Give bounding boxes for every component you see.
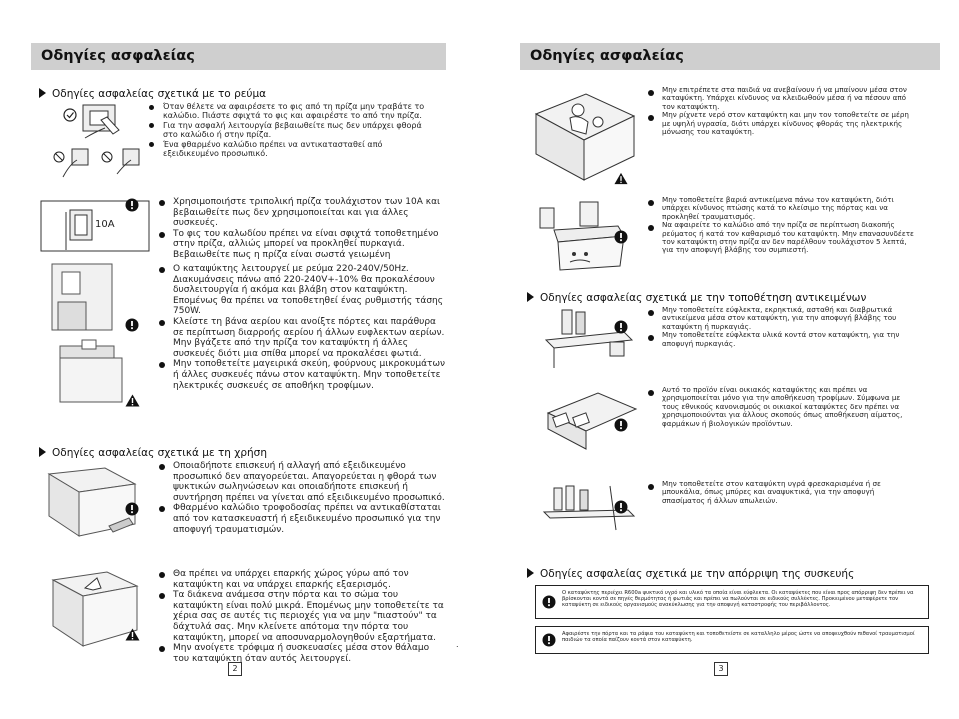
flammables-illustration xyxy=(540,306,640,372)
place-items xyxy=(646,306,916,348)
list-item: Μην ρίχνετε νερό στον καταψύκτη και μην τον τοποθετείτε σε μέρη με υψηλή υγρασία, διότι υπάρχει κίνδυνος φθοράς της ηλεκτρικής μόνωσης του καταψύκτη. xyxy=(646,111,916,136)
list-item: Για την ασφαλή λειτουργία βεβαιωθείτε πως δεν υπάρχει φθορά στο καλώδιο ή στην πρίζα. xyxy=(147,121,437,140)
list-item: Θα πρέπει να υπάρχει επαρκής χώρος γύρω από τον καταψύκτη και να υπάρχει επαρκής εξαερισμός. xyxy=(157,569,447,590)
disposal-warning-box xyxy=(535,585,929,619)
disposal-notice-box xyxy=(535,626,929,654)
list-item: Χρησιμοποιήστε τριπολική πρίζα τουλάχιστον των 10A και βεβαιωθείτε πως δεν χρησιμοποιείται και για άλλες συσκευές. xyxy=(157,197,447,229)
warning-icon xyxy=(614,500,628,514)
list-item: Ο καταψύκτης λειτουργεί με ρεύμα 220-240V/50Hz. Διακυμάνσεις πάνω από 220-240V+-10% θα προκαλέσουν δυσλειτουργία ή ακόμα και βλάβη στον καταψύκτη. Επομένως θα πρέπει να τοποθετηθεί ένας ρυθμιστής τάσης 750W. xyxy=(157,264,447,317)
list-item: Μην τοποθετείτε βαριά αντικείμενα πάνω τον καταψύκτη, διότι υπάρχει κίνδυνος πτώσης κατά το κλείσιμο της πόρτας και να προκληθεί τραυματισμός. xyxy=(646,196,916,221)
list-item: Μην επιτρέπετε στα παιδιά να ανεβαίνουν ή να μπαίνουν μέσα στον καταψύκτη. Υπάρχει κίνδυνος να κλειδωθούν μέσα ή να πέσουν από τον καταψύκτη. xyxy=(646,86,916,111)
stray-dot: . xyxy=(456,640,459,649)
heavy-items xyxy=(646,196,916,255)
list-item: Φθαρμένο καλώδιο τροφοδοσίας πρέπει να αντικαθίσταται από τον κατασκευαστή ή εξειδικευμένο προσωπικό για την αποφυγή τραυματισμών. xyxy=(157,503,447,535)
medical-items xyxy=(646,386,916,428)
left-page-title: Οδηγίες ασφαλείας xyxy=(41,48,195,64)
warning-icon xyxy=(614,418,628,432)
disposal-warning-text: Ο καταψύκτης περιέχει R600a ψυκτικό υγρό και υλικό τα οποία είναι εύφλεκτα. Οι καταψύκτες που είναι προς απόρριψη δεν πρέπει να βρίσκονται κοντά σε πηγές θερμότητας ή φωτιάς και πρέπει να πωλούνται σε ειδικούς συλλέκτες. Προκειμένου μεταφέρετε τον καταψύκτη σε ειδικούς οργανισμούς ανακύκλωσης για την αποφυγή καταστροφής του περιβάλλοντος. xyxy=(562,590,914,609)
page-number: 2 xyxy=(228,662,242,676)
section-power-label: Οδηγίες ασφαλείας σχετικά με το ρεύμα xyxy=(52,88,267,100)
list-item: Οποιαδήποτε επισκευή ή αλλαγή από εξειδικευμένο προσωπικό δεν απαγορεύεται. Απαγορεύεται η φθορά των ψυκτικών σωληνώσεων και οποιαδήποτε επισκευή ή συντήρηση πρέπει να γίνεται από εξειδικευμένο προσωπικό. xyxy=(157,461,447,503)
bottles-items xyxy=(646,480,916,505)
section-disposal-label: Οδηγίες ασφαλείας σχετικά με την απόρριψη της συσκευής xyxy=(540,568,855,580)
section-place-label: Οδηγίες ασφαλείας σχετικά με την τοποθέτηση αντικειμένων xyxy=(540,292,867,304)
list-item: Το φις του καλωδίου πρέπει να είναι σφιχτά τοποθετημένο στην πρίζα, αλλιώς μπορεί να προκληθεί πυρκαγιά. Βεβαιωθείτε πως η πρίζα είναι σωστά γειωμένη xyxy=(157,229,447,261)
triangle-bullet-icon xyxy=(527,568,534,578)
list-item: Αυτό το προϊόν είναι οικιακός καταψύκτης και πρέπει να χρησιμοποιείται μόνο για την αποθήκευση τροφίμων. Σύμφωνα με τους εθνικούς κανονισμούς οι οικιακοί καταψύκτες δεν πρέπει να χρησιμοποιούνται για άλλους σκοπούς όπως αποθήκευση αίματος, φαρμάκων ή βιολογικών προϊόντων. xyxy=(646,386,916,428)
children-items xyxy=(646,86,916,136)
list-item: Κλείστε τη βάνα αερίου και ανοίξτε πόρτες και παράθυρα σε περίπτωση διαρροής αερίου ή άλλων ευφλεκτων αερίων. Μην βγάζετε από την πρίζα τον καταψύκτη ή άλλες συσκευές διότι μια σπίθα μπορεί να προκαλέσει φωτιά. xyxy=(157,317,447,359)
page-number: 3 xyxy=(714,662,728,676)
list-item: Να αφαιρείτε το καλώδιο από την πρίζα σε περίπτωση διακοπής ρεύματος ή κατά τον καθαρισμό του καταψύκτη. Μην επανασυνδέετε τον καταψύκτη στην πρίζα αν δεν παρέλθουν τουλάχιστον 5 λεπτά, για την αποφυγή βλάβης του συμπιεστή. xyxy=(646,221,916,255)
section-place-heading xyxy=(527,292,866,304)
disposal-notice-text: Αφαιρέστε την πόρτα και τα ράφια του καταψύκτη και τοποθετείστε σε καταλληλο μέρος ώστε να αποφευχθούν πιθανοί τραυματισμοί παιδιών τα οποία παίζουν κοντά στον καταψύκτη. xyxy=(562,631,915,644)
list-item: Μην τοποθετείτε εύφλεκτα υλικά κοντά στον καταψύκτη, για την αποφυγή πυρκαγιάς. xyxy=(646,331,916,348)
list-item: Μην ανοίγετε τρόφιμα ή συσκευασίες μέσα στον θάλαμο του καταψύκτη όταν αυτός λειτουργεί. xyxy=(157,643,447,664)
triangle-bullet-icon xyxy=(527,292,534,302)
children-illustration xyxy=(530,86,640,182)
warning-icon xyxy=(614,320,628,334)
warning-icon xyxy=(614,230,628,244)
right-title-bar xyxy=(520,43,940,70)
hazard-triangle-icon xyxy=(614,172,628,185)
socket-label: 10A xyxy=(95,219,115,230)
list-item: Μην τοποθετείτε εύφλεκτα, εκρηκτικά, ασταθή και διαβρωτικά αντικείμενα μέσα στον καταψύκτη, για την αποφυγή βλάβης του καταψύκτη ή πυρκαγιάς. xyxy=(646,306,916,331)
section-disposal-heading xyxy=(527,568,854,580)
warning-icon xyxy=(542,633,556,647)
section-use-label: Οδηγίες ασφαλείας σχετικά με τη χρήση xyxy=(52,447,267,459)
list-item: Τα διάκενα ανάμεσα στην πόρτα και το σώμα του καταψύκτη είναι πολύ μικρά. Επομένως μην τοποθετείτε τα χέρια σας σε αυτές τις περιοχές για να μην "πιαστούν" τα δάχτυλά σας. Μην κλείνετε απότομα την πόρτα του καταψύκτη, μπορεί να αποσυναρμολογηθούν εξαρτήματα. xyxy=(157,590,447,643)
right-page-title: Οδηγίες ασφαλείας xyxy=(530,48,684,64)
list-item: Μην τοποθετείτε μαγειρικά σκεύη, φούρνους μικροκυμάτων ή άλλες συσκευές πάνω στον καταψύκτη. Μην τοποθετείτε ηλεκτρικές συσκευές σε αποθήκη τροφίμων. xyxy=(157,359,447,391)
list-item: Μην τοποθετείτε στον καταψύκτη υγρά φρεσκαρισμένα ή σε μπουκάλια, όπως μπύρες και αναψυκτικά, για την αποφυγή σπασίματος ή άλλων απωλειών. xyxy=(646,480,916,505)
warning-icon xyxy=(542,595,556,609)
list-item: Όταν θέλετε να αφαιρέσετε το φις από τη πρίζα μην τραβάτε το καλώδιο. Πιάστε σφιχτά το φις και αφαιρέστε το από την πρίζα. xyxy=(147,102,437,121)
list-item: Ένα φθαρμένο καλώδιο πρέπει να αντικατασταθεί από εξειδικευμένο προσωπικό. xyxy=(147,140,437,159)
